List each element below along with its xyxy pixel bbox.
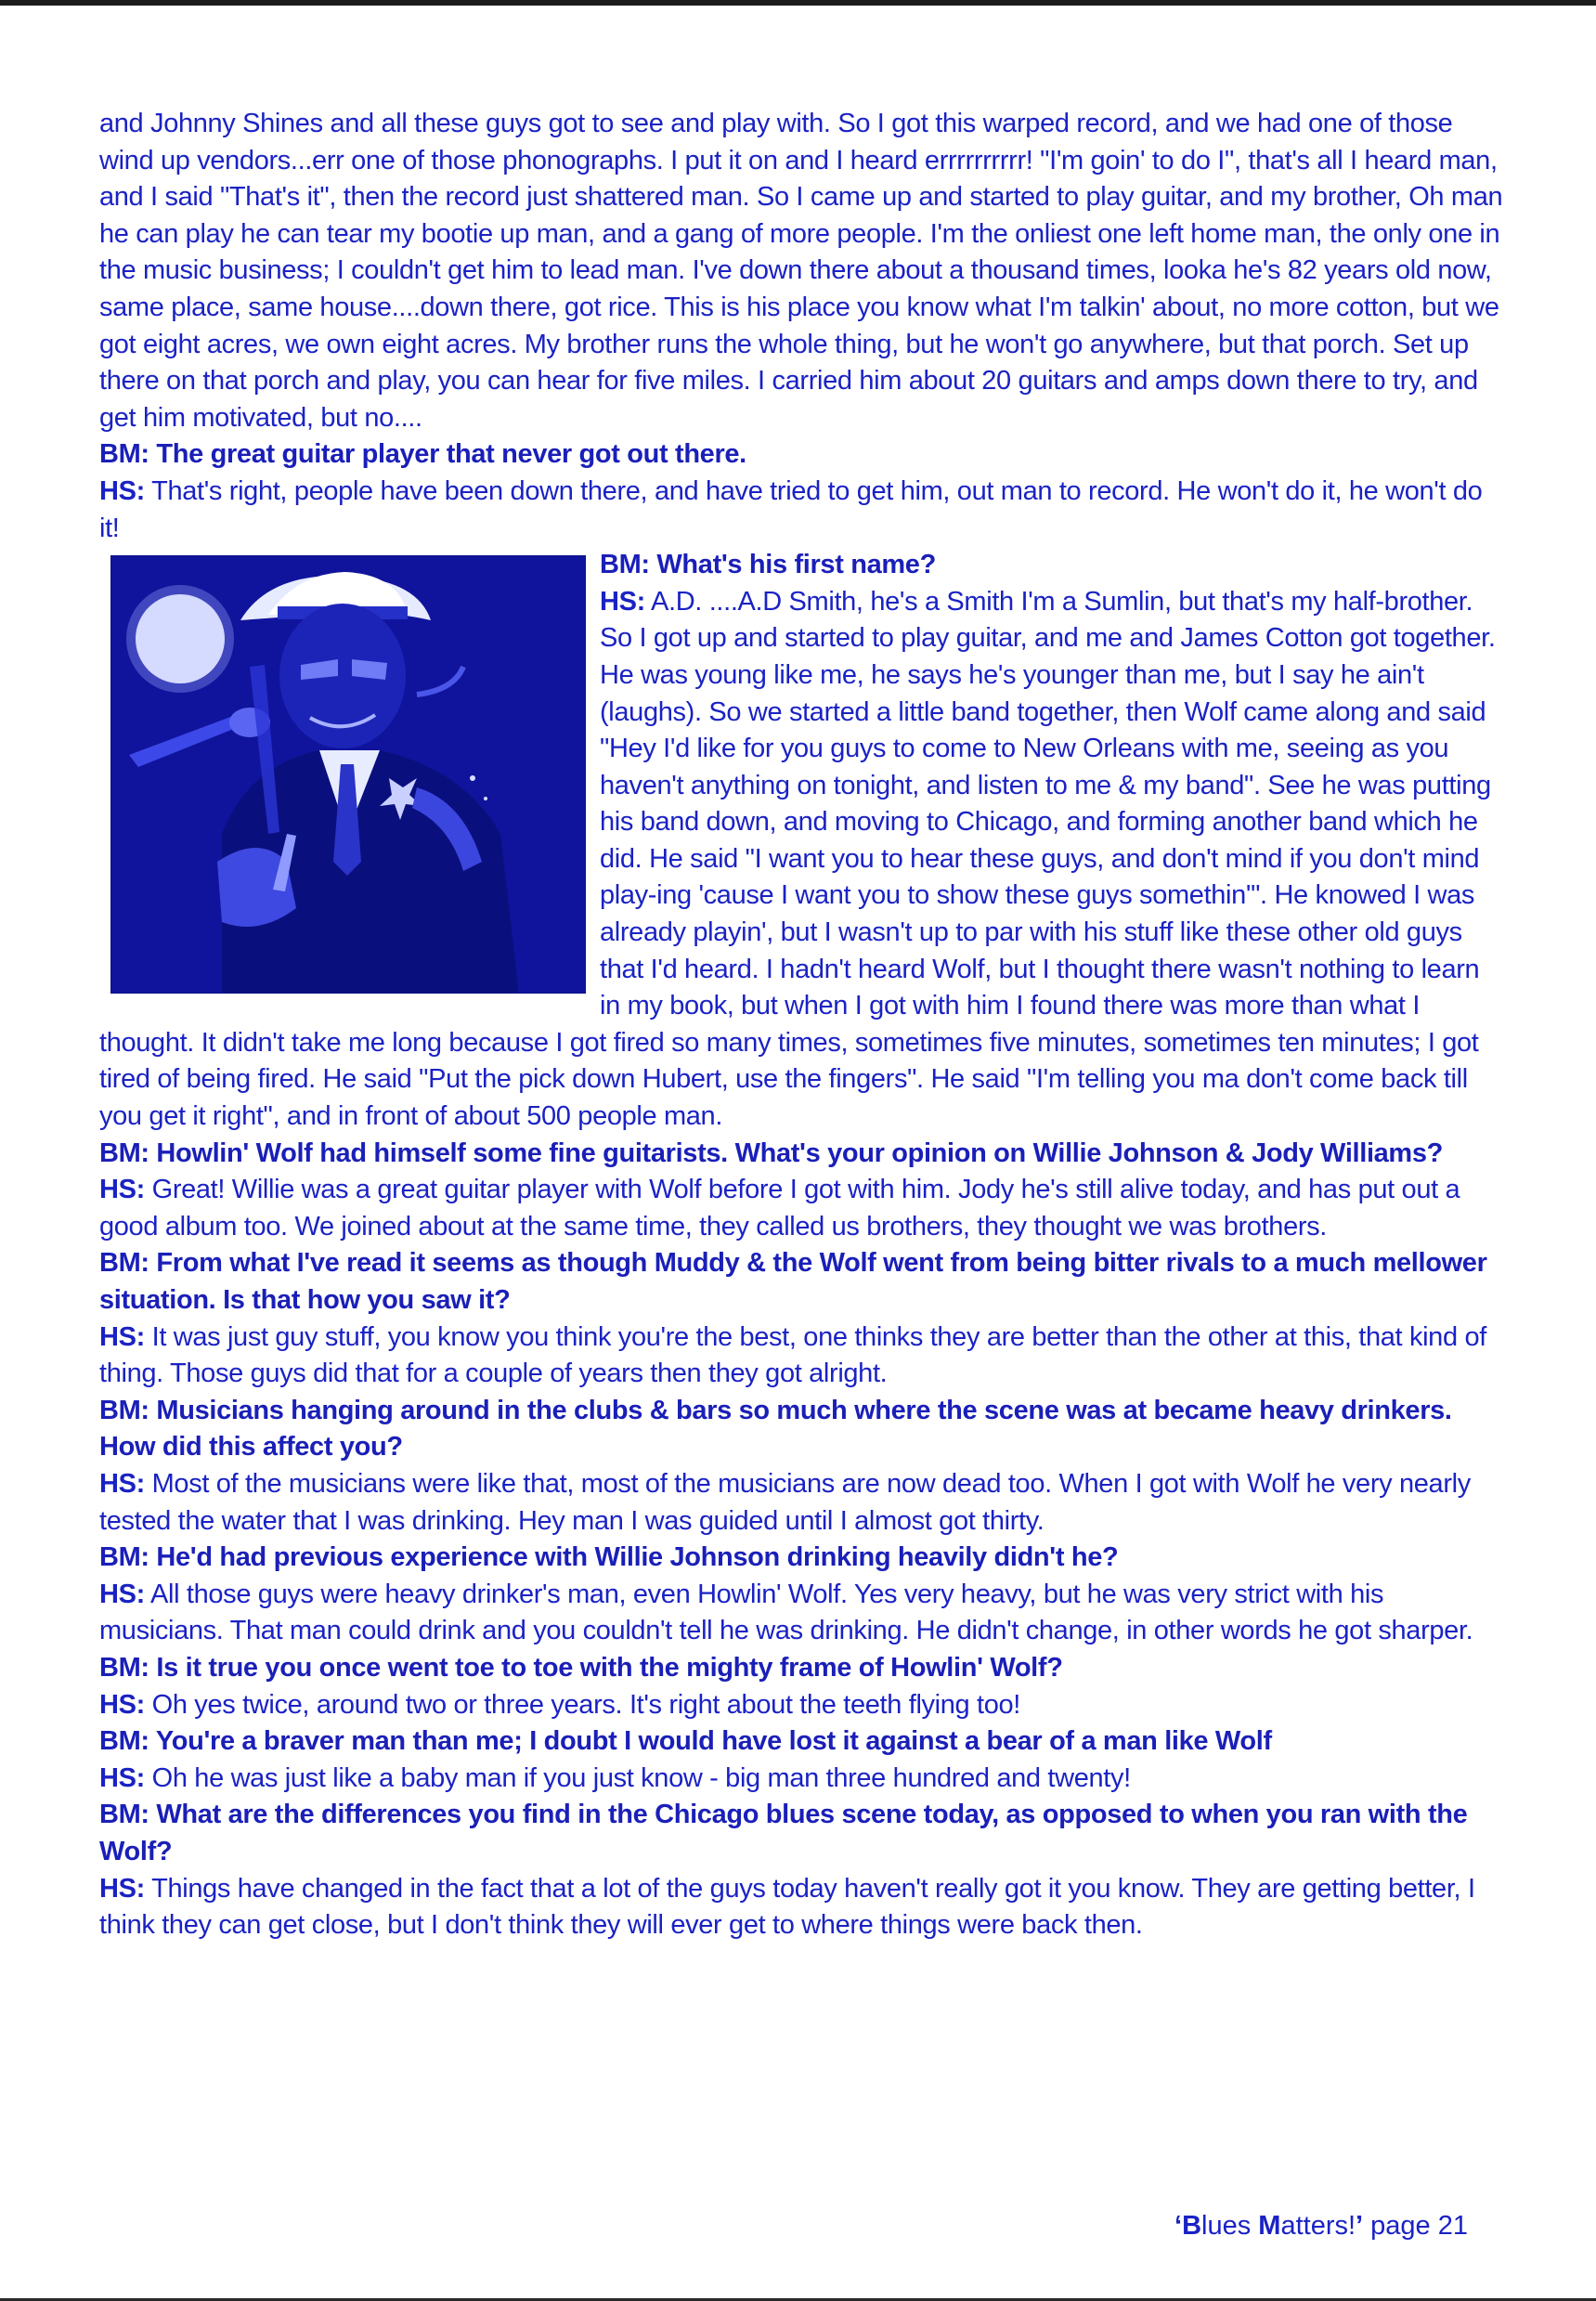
question-1: BM: The great guitar player that never got out there.: [99, 439, 746, 470]
question-6: BM: He'd had previous experience with Willie Johnson drinking heavily didn't he?: [99, 1542, 1119, 1573]
answer-text: Oh he was just like a baby man if you just know - big man three hundred and twenty!: [144, 1762, 1131, 1793]
answer-6: [99, 1577, 1506, 1650]
answer-3: [99, 1172, 1506, 1245]
question-7: BM: Is it true you once went toe to toe with the mighty frame of Howlin' Wolf?: [99, 1652, 1063, 1683]
footer-b-cap: B: [1182, 2211, 1202, 2241]
answer-text: Things have changed in the fact that a lot of the guys today haven't really got it you know. They are getting better, I think they can get close, but I don't think they will ever get to where things were back then.: [99, 1873, 1475, 1941]
answer-5: [99, 1466, 1506, 1540]
answer-text: It was just guy stuff, you know you think you're the best, one thinks they are better than the other at this, that kind of thing. Those guys did that for a couple of years then they got alright.: [99, 1321, 1486, 1389]
answer-7: [99, 1687, 1506, 1724]
footer-atters: atters!: [1280, 2211, 1356, 2241]
page-footer: [1174, 2211, 1468, 2242]
scan-top-edge: [0, 0, 1596, 6]
article-body: [99, 106, 1506, 1944]
speaker-label: HS:: [99, 1689, 145, 1720]
answer-9: [99, 1871, 1506, 1944]
speaker-label: HS:: [99, 1468, 145, 1499]
footer-quote-open: ‘: [1174, 2211, 1183, 2241]
footer-lues: lues: [1201, 2211, 1259, 2241]
speaker-label: HS:: [99, 1579, 145, 1609]
question-9: BM: What are the differences you find in the Chicago blues scene today, as opposed to when you ran with the Wolf?: [99, 1800, 1468, 1866]
speaker-label: HS:: [99, 1321, 145, 1352]
paragraph-intro: and Johnny Shines and all these guys got to see and play with. So I got this warped record, and we had one of those wind up vendors...err one of those phonographs. I put it on and I heard errrrrrrrrr! "I'm goin' to do I", that's all I heard man, and I said "That's it", then the record just shattered man. So I came up and started to play guitar, and my brother, Oh man he can play he can tear my bootie up man, and a gang of more people. I'm the onliest one left home man, the only one in the music business; I couldn't get him to lead man. I've down there about a thousand times, looka he's 82 years old now, same place, same house....down there, got rice. This is his place you know what I'm talkin' about, no more cotton, but we got eight acres, we own eight acres. My brother runs the whole thing, but he won't go anywhere, but that porch. Set up there on that porch and play, you can hear for five miles. I carried him about 20 guitars and amps down there to try, and get him motivated, but no....: [99, 109, 1503, 433]
question-2: BM: What's his first name?: [600, 550, 936, 580]
speaker-label: HS:: [99, 1873, 145, 1904]
answer-text: All those guys were heavy drinker's man, even Howlin' Wolf. Yes very heavy, but he was very strict with his musicians. That man could drink and you couldn't tell he was drinking. He didn't change, in other words he got sharper.: [99, 1579, 1473, 1646]
footer-m-cap: M: [1258, 2211, 1281, 2241]
answer-1: [99, 474, 1506, 547]
speaker-label: HS:: [99, 1175, 145, 1205]
speaker-label: HS:: [99, 475, 145, 506]
question-3: BM: Howlin' Wolf had himself some fine guitarists. What's your opinion on Willie Johnson & Jody Williams?: [99, 1138, 1444, 1168]
answer-text: Most of the musicians were like that, most of the musicians are now dead too. When I got with Wolf he very nearly tested the water that I was drinking. Hey man I was guided until I almost got thirty.: [99, 1468, 1471, 1536]
question-8: BM: You're a braver man than me; I doubt I would have lost it against a bear of a man like Wolf: [99, 1726, 1272, 1757]
musician-photo: [110, 555, 586, 994]
speaker-label: HS:: [99, 1762, 145, 1793]
answer-8: [99, 1761, 1506, 1798]
footer-quote-close: ’: [1356, 2211, 1364, 2241]
question-4: BM: From what I've read it seems as though Muddy & the Wolf went from being bitter rivals to a much mellower situation. Is that how you saw it?: [99, 1248, 1487, 1315]
page-number: page 21: [1363, 2211, 1468, 2241]
answer-text: Oh yes twice, around two or three years. It's right about the teeth flying too!: [144, 1689, 1021, 1720]
answer-text: Great! Willie was a great guitar player with Wolf before I got with him. Jody he's still alive today, and has put out a good album too. We joined about at the same time, they called us brothers, they thought we was brothers.: [99, 1175, 1460, 1242]
speaker-label: HS:: [600, 586, 645, 617]
question-5: BM: Musicians hanging around in the clubs & bars so much where the scene was at became heavy drinkers. How did this affect you?: [99, 1395, 1452, 1462]
answer-text: A.D. ....A.D Smith, he's a Smith I'm a Sumlin, but that's my half-brother. So I got up and started to play guitar, and me and James Cotton got together. He was young like me, he says he's younger than me, but I say he ain't (laughs). So we started a little band together, then Wolf came along and said "Hey I'd like for you guys to come to New Orleans with me, seeing as you haven't anything on tonight, and listen to me & my band". See he was putting his band down, and moving to Chicago, and forming another band which he did. He said "I want you to hear these guys, and don't mind if you don't mind play-ing 'cause I want you to show these guys somethin'". He knowed I was already playin', but I wasn't up to par with his stuff like these other old guys that I'd heard. I hadn't heard Wolf, but I thought there wasn't nothing to learn in my book, but when I got with him I found there was more than what I thought. It didn't take me long because I got fired so many times, sometimes five minutes, sometimes ten minutes; I got tired of being fired. He said "Put the pick down Hubert, use the fingers". He said "I'm telling you ma don't come back till you get it right", and in front of about 500 people man.: [99, 586, 1496, 1132]
answer-text: That's right, people have been down there, and have tried to get him, out man to record. He won't do it, he won't do it!: [99, 475, 1483, 543]
answer-4: [99, 1320, 1506, 1393]
